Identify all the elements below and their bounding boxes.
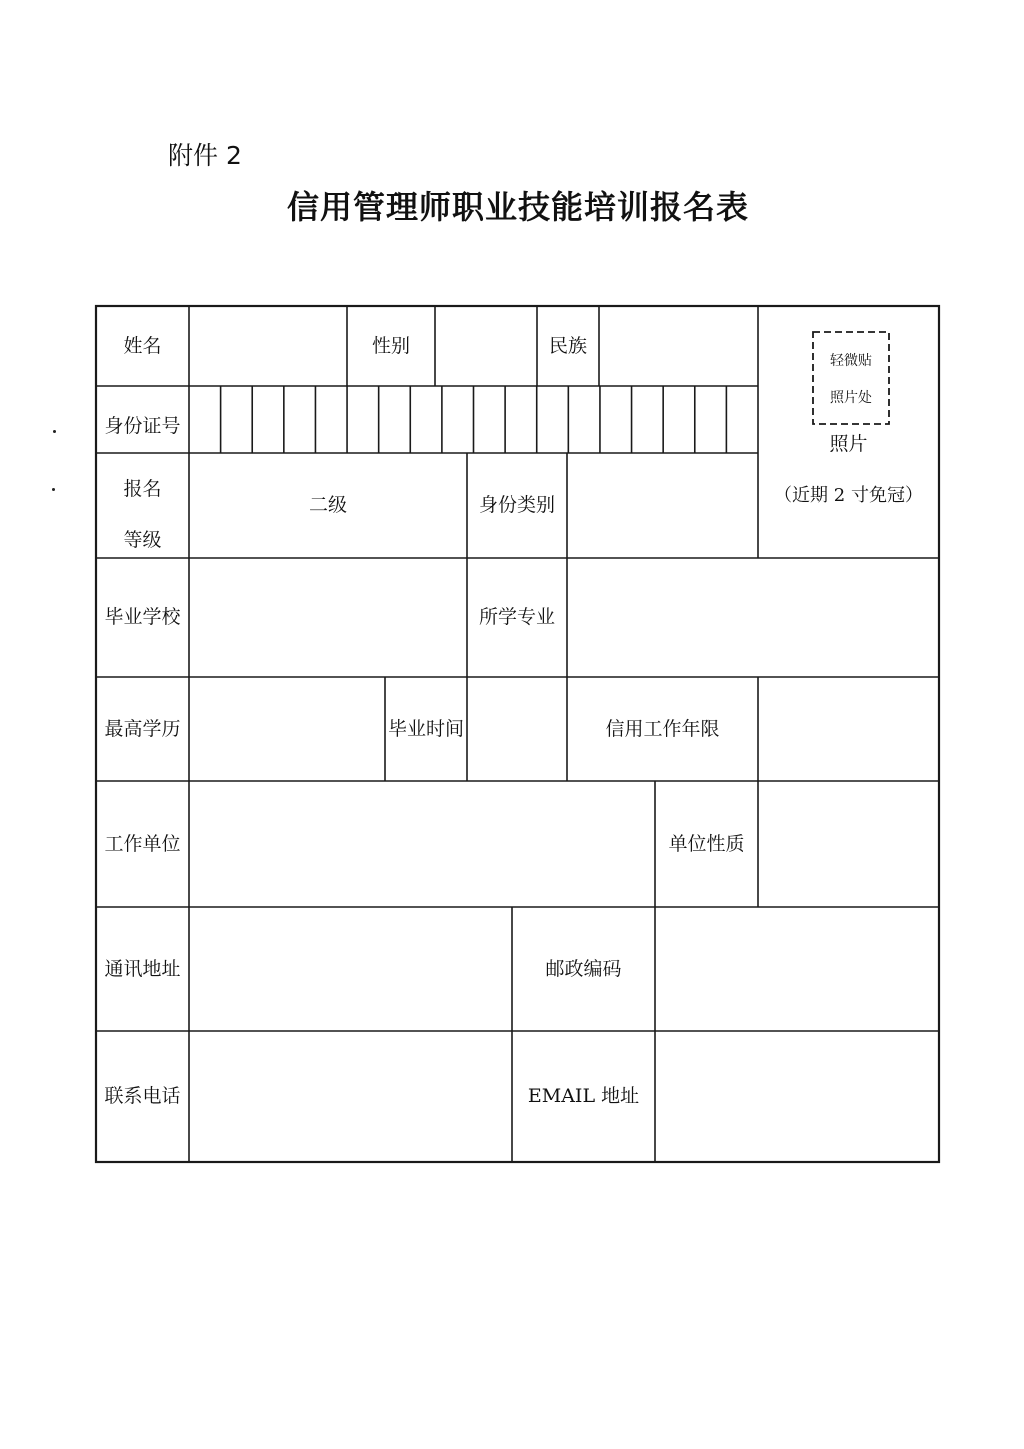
employer-field[interactable] xyxy=(189,781,655,907)
postcode-label: 邮政编码 xyxy=(545,957,622,980)
employer-type-field[interactable] xyxy=(758,781,939,907)
school-field[interactable] xyxy=(189,558,467,677)
id-digit-box[interactable] xyxy=(726,386,758,453)
school-label: 毕业学校 xyxy=(104,606,181,629)
credit-years-label: 信用工作年限 xyxy=(605,717,720,740)
phone-label: 联系电话 xyxy=(104,1085,181,1108)
identity-type-label: 身份类别 xyxy=(478,494,555,517)
gender-field[interactable] xyxy=(435,306,537,386)
id-digit-box[interactable] xyxy=(252,386,284,453)
major-field[interactable] xyxy=(567,558,939,677)
photo-box-text-2: 照片处 xyxy=(830,390,872,407)
employer-type-label: 单位性质 xyxy=(668,832,745,855)
id-digit-box[interactable] xyxy=(632,386,664,453)
id-number-label: 身份证号 xyxy=(104,415,181,438)
id-digit-box[interactable] xyxy=(442,386,474,453)
email-label: EMAIL 地址 xyxy=(527,1085,640,1108)
education-field[interactable] xyxy=(189,677,385,781)
id-digit-box[interactable] xyxy=(663,386,695,453)
level-label-1: 报名 xyxy=(123,477,162,500)
identity-type-field[interactable] xyxy=(567,453,758,558)
ethnicity-field[interactable] xyxy=(599,306,758,386)
id-digit-box[interactable] xyxy=(315,386,347,453)
id-digit-box[interactable] xyxy=(537,386,569,453)
employer-label: 工作单位 xyxy=(104,832,181,855)
ethnicity-label: 民族 xyxy=(548,334,587,357)
photo-note: （近期 2 寸免冠） xyxy=(774,485,923,507)
address-label: 通讯地址 xyxy=(104,957,181,980)
grad-time-label: 毕业时间 xyxy=(387,717,464,740)
id-digit-box[interactable] xyxy=(379,386,411,453)
major-label: 所学专业 xyxy=(478,606,555,629)
education-label: 最高学历 xyxy=(104,717,181,740)
gender-label: 性别 xyxy=(371,334,410,357)
email-field[interactable] xyxy=(655,1031,939,1162)
id-digit-box[interactable] xyxy=(568,386,600,453)
level-value[interactable]: 二级 xyxy=(308,494,347,517)
grad-time-field[interactable] xyxy=(467,677,567,781)
id-digit-box[interactable] xyxy=(600,386,632,453)
credit-years-field[interactable] xyxy=(758,677,939,781)
attachment-label: 附件 2 xyxy=(168,141,242,170)
id-digit-box[interactable] xyxy=(221,386,253,453)
name-label: 姓名 xyxy=(123,334,162,357)
id-digit-box[interactable] xyxy=(505,386,537,453)
id-digit-box[interactable] xyxy=(695,386,727,453)
phone-field[interactable] xyxy=(189,1031,512,1162)
form-title: 信用管理师职业技能培训报名表 xyxy=(286,188,749,226)
address-field[interactable] xyxy=(189,907,512,1031)
id-digit-box[interactable] xyxy=(347,386,379,453)
photo-box-text-1: 轻微贴 xyxy=(830,353,872,370)
level-label-2: 等级 xyxy=(123,528,162,551)
postcode-field[interactable] xyxy=(655,907,939,1031)
id-digit-box[interactable] xyxy=(410,386,442,453)
id-digit-box[interactable] xyxy=(189,386,221,453)
name-field[interactable] xyxy=(189,306,347,386)
id-digit-box[interactable] xyxy=(284,386,316,453)
photo-label: 照片 xyxy=(829,432,868,455)
id-digit-box[interactable] xyxy=(474,386,506,453)
